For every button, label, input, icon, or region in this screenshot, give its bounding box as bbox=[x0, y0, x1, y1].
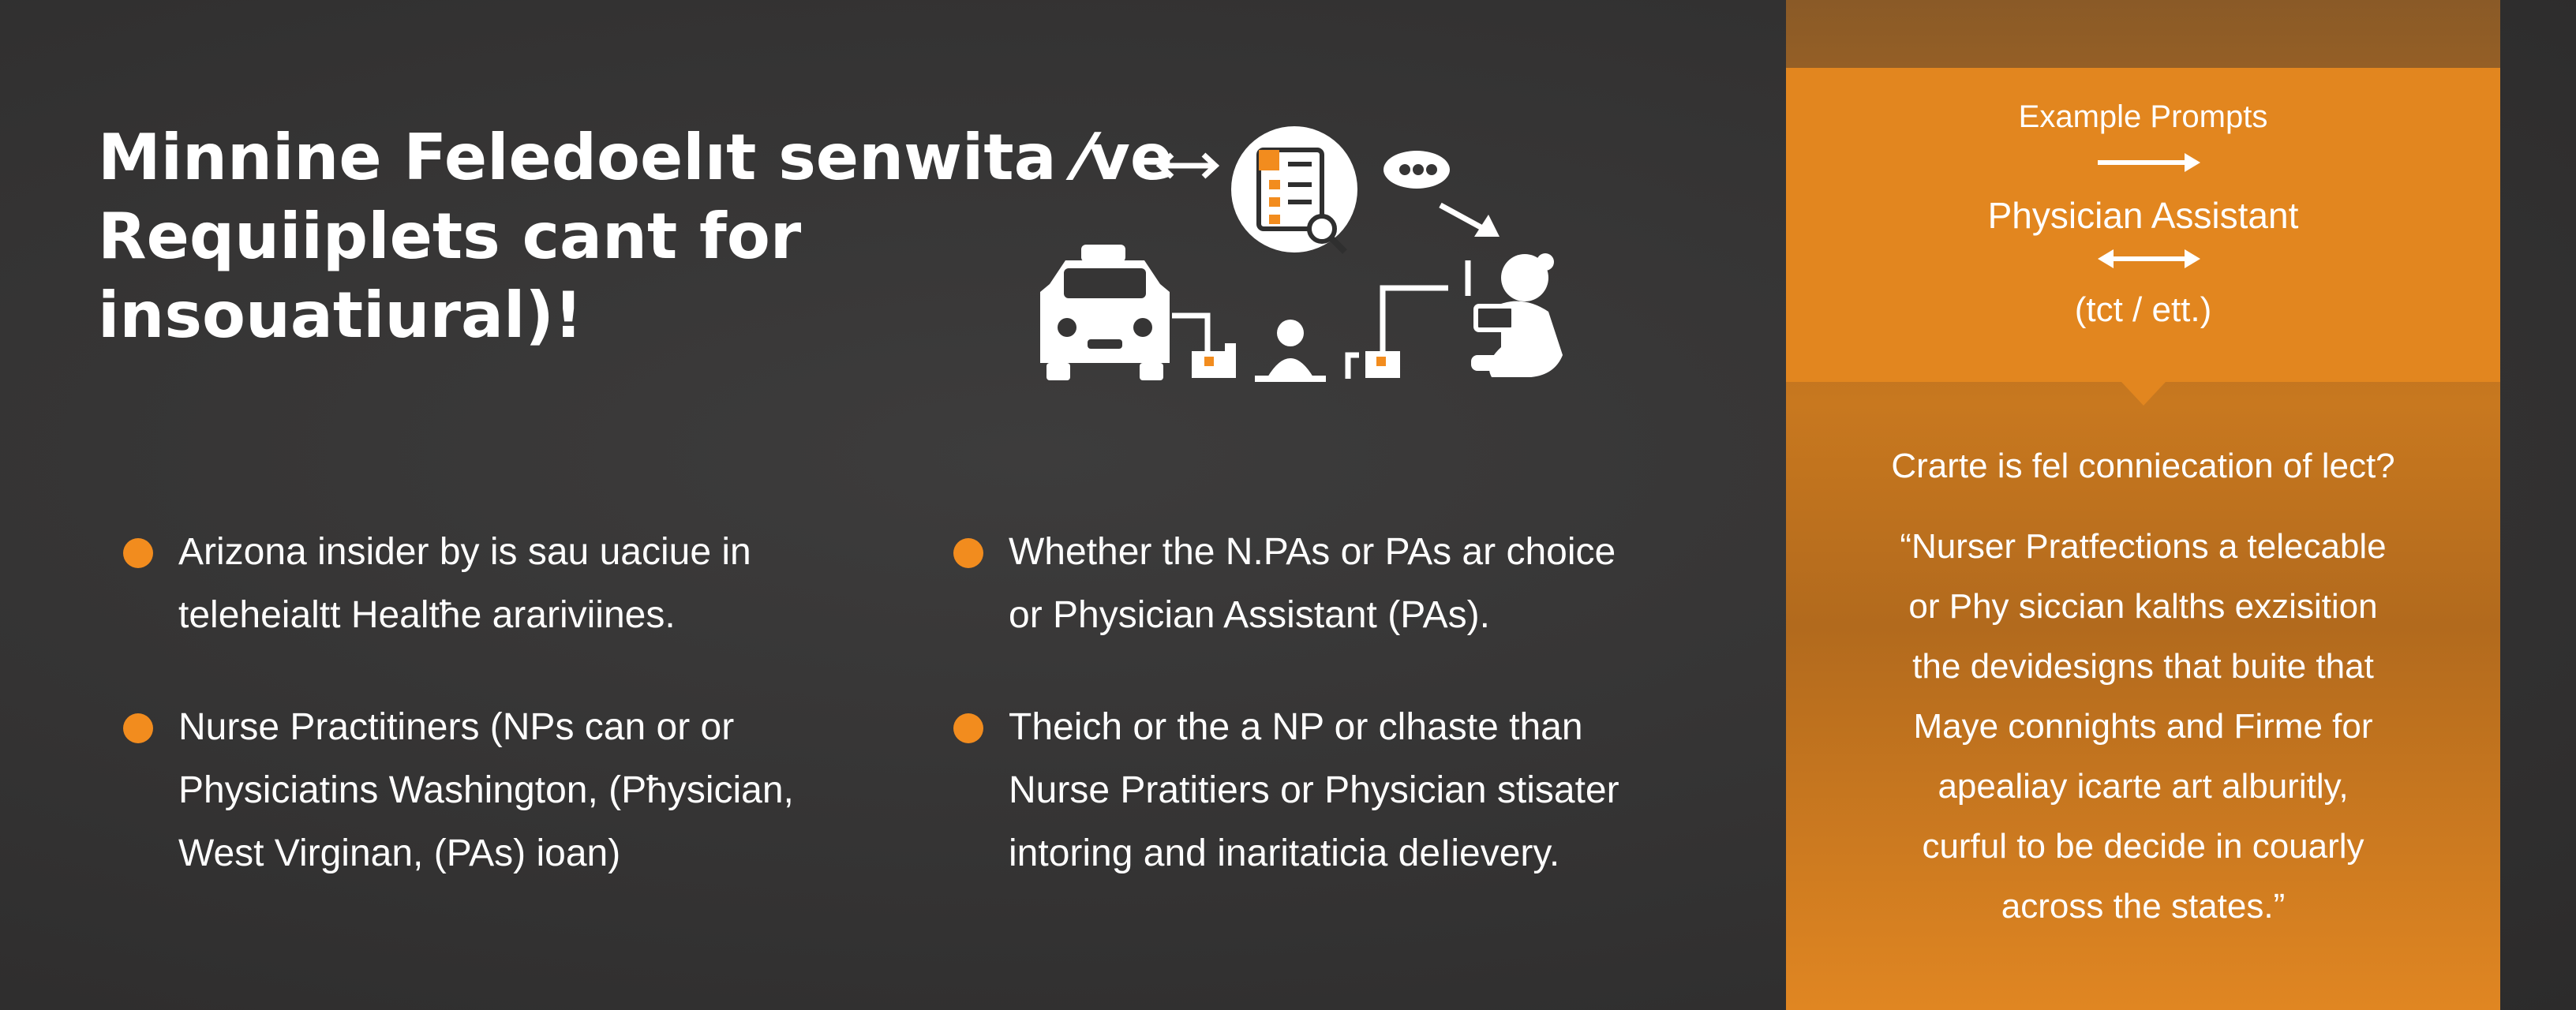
document-search-icon bbox=[1231, 126, 1357, 252]
bullet-dot bbox=[953, 713, 983, 743]
bullet-dot bbox=[953, 538, 983, 568]
bullet-item: Theich or the a NP or clhaste than Nurse Pratitiers or Physician stisater intoring and inaritaticia deIievery. bbox=[1009, 696, 1619, 885]
panel-question: Crarte is fel conniecation of lect? bbox=[1891, 447, 2395, 485]
bullet-item: Whether the N.PAs or PAs ar choice or Physician Assistant (PAs). bbox=[1009, 521, 1616, 647]
child-with-device-icon bbox=[1468, 253, 1563, 377]
page-title bbox=[98, 118, 1174, 355]
car-icon bbox=[1040, 245, 1170, 380]
example-prompts-panel bbox=[1786, 0, 2500, 1010]
callout-notch bbox=[2121, 382, 2166, 406]
chat-bubble-icon bbox=[1383, 151, 1450, 189]
bullet-item: Nurse Practitiners (NPs can or or Physiciatins Washington, (Pħysician, West Virginan, (PAs) ioan) bbox=[178, 696, 794, 885]
bullet-item: Arizona insider by is sau uaciue in teleheialtt Healtћe arariviines. bbox=[178, 521, 751, 647]
prompts-header-box bbox=[1786, 68, 2500, 382]
title-line-3: insouatiural)! bbox=[98, 279, 583, 352]
bullet-dot bbox=[123, 538, 153, 568]
person-desk-icon bbox=[1255, 320, 1326, 379]
tct-label: (tct / ett.) bbox=[2074, 290, 2212, 329]
package-icon bbox=[1348, 288, 1448, 379]
double-arrow-icon bbox=[1160, 155, 1215, 177]
telehealth-illustration bbox=[1018, 126, 1586, 387]
physician-assistant-label: Physician Assistant bbox=[1987, 195, 2299, 236]
title-line-2: Requiiplets cant for bbox=[98, 200, 802, 273]
panel-quote: “Nurser Pratfections a telecable or Phy siccian kalths exzisition the devidesigns that buite that Maye connights and Firme for apealiay icarte art alburitly, curful to be decide in couarly across the states.” bbox=[1900, 527, 2387, 926]
package-icon bbox=[1192, 343, 1236, 378]
arrow-icon bbox=[1440, 205, 1500, 237]
double-arrow-icon bbox=[2094, 243, 2204, 275]
title-line-1: Minnine Feledoelıt senwita ⁄ve bbox=[98, 121, 1174, 194]
example-prompts-label: Example Prompts bbox=[2018, 99, 2268, 134]
bullet-dot bbox=[123, 713, 153, 743]
arrow-right-icon bbox=[2094, 147, 2204, 178]
